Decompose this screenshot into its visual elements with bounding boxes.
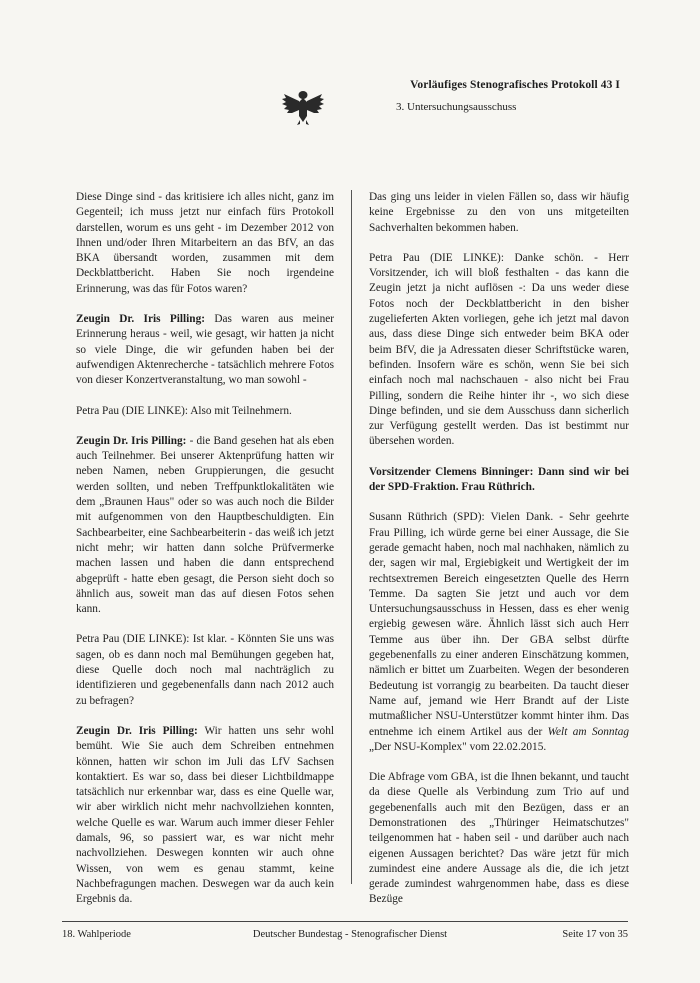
- speaker-name: Susann Rüthrich (SPD):: [369, 511, 485, 524]
- protocol-title: Vorläufiges Stenografisches Protokoll 43 I: [410, 79, 620, 91]
- column-divider: [351, 190, 352, 884]
- paragraph: Vorsitzender Clemens Binninger: Dann sind wir bei der SPD-Fraktion. Frau Rüthrich.: [369, 465, 629, 494]
- speaker-name: Zeugin Dr. Iris Pilling:: [76, 434, 187, 447]
- right-column: [369, 190, 629, 908]
- paragraph: Petra Pau (DIE LINKE): Ist klar. - Könnten Sie uns was sagen, ob es dann noch mal Bemühungen gegeben hat, diese Quelle doch noch mal nachträglich zu identifizieren und gegebenenfalls dann nach 2012 auch zu befragen?: [76, 633, 334, 707]
- speaker-name: Petra Pau (DIE LINKE):: [76, 633, 190, 646]
- speaker-name: Petra Pau (DIE LINKE):: [76, 404, 188, 417]
- speaker-name: Zeugin Dr. Iris Pilling:: [76, 724, 198, 737]
- paragraph: Die Abfrage vom GBA, ist die Ihnen bekannt, und taucht da diese Quelle als Verbindung zum Trio auf und gegebenenfalls auch mit den Bezügen, dass er an Demonstrationen des „Thüringer Heimatschutzes" teilgenommen hat - haben seil - und darüber auch nach eigenen Aussagen berichtet? Das wäre jetzt für mich zumindest eine andere Aussage als die, die ich jetzt gerade zumindest wahrgenommen habe, dass es diese Bezüge: [369, 771, 629, 906]
- paragraph: Zeugin Dr. Iris Pilling: Wir hatten uns sehr wohl bemüht. Wie Sie auch dem Schreiben entnehmen können, hatten wir schon im Juli das LfV Sachsen kontaktiert. Es war so, dass bei dieser Lichtbildmappe tatsächlich nur erkennbar war, dass es eine Quelle war, wir aber wirklich nicht mehr nachvollziehen konnten, welche Quelle es war. Warum auch immer dieser Fehler damals, 96, so passiert war, es war nicht mehr nachvollziehen. Deswegen konnten wir auch ohne Wissen, von wem es genau stammt, keine Nachbefragungen machen. Deswegen war da auch kein Ergebnis da.: [76, 724, 334, 906]
- speaker-name: Zeugin Dr. Iris Pilling:: [76, 313, 206, 326]
- footer-rule: [62, 921, 628, 922]
- paragraph: Zeugin Dr. Iris Pilling: Das waren aus meiner Erinnerung heraus - weil, wie gesagt, wir hatten ja nicht so viele Dinge, die wir gefunden haben bei der aufwendigen Aktenrecherche - tatsächlich mehrere Fotos von dieser Konzertveranstaltung, wo man sowohl -: [76, 313, 334, 387]
- legislative-period: 18. Wahlperiode: [62, 929, 131, 940]
- publisher: Deutscher Bundestag - Stenografischer Dienst: [252, 929, 448, 940]
- paragraph: Zeugin Dr. Iris Pilling: - die Band gesehen hat als eben auch Teilnehmer. Bei unserer Aktenprüfung hatten wir neben Namen, neben Gruppierungen, die gesucht werden sollten, und neben Treffpunktlokalitäten wie dem „Braunen Haus" oder so was auch noch die Bilder mit aufgenommen von den Hauptbeschuldigten. Ein Sachbearbeiter, eine Sachbearbeiterin - das weiß ich jetzt nicht mehr; wir hatten dann solche Prüfvermerke machen lassen und haben die dann entsprechend abgeprüft - hatte eben gesagt, die Person sieht doch so ähnlich aus, soweit man das auf diesen Fotos sehen kann.: [76, 434, 334, 616]
- paragraph: Petra Pau (DIE LINKE): Also mit Teilnehmern.: [76, 404, 292, 417]
- left-column: [76, 190, 334, 907]
- committee-name: 3. Untersuchungsausschuss: [396, 101, 517, 113]
- federal-eagle-icon: [280, 86, 326, 126]
- speaker-name: Petra Pau (DIE LINKE):: [369, 251, 504, 264]
- page-number: Seite 17 von 35: [562, 929, 628, 940]
- paragraph: Das ging uns leider in vielen Fällen so, dass wir häufig keine Ergebnisse zu den von uns mitgeteilten Sachverhalten bekommen haben.: [369, 191, 629, 234]
- newspaper-name: Welt am Sonntag: [547, 725, 630, 738]
- paragraph: Petra Pau (DIE LINKE): Danke schön. - Herr Vorsitzender, ich will bloß festhalten - das kann die Zeugin jetzt ja nicht auflösen -: Da uns weder diese Fotos noch der Deckblattbericht in den bisher zugelieferten Akten vorliegen, gehe ich jetzt mal davon aus, dass diese Dinge sich entweder beim BKA oder beim BfV, die ja Adressaten dieser Schriftstücke waren, befinden. Insofern wäre es schön, wenn Sie bei sich einfach noch mal nachschauen - also nicht bei Frau Pilling, sondern die Reihe hinter ihr -, wo sich diese Dinge befinden, und sie dem Ausschuss dann sicherlich zur Verfügung gestellt werden. Das ist bestimmt nur übersehen worden.: [369, 251, 630, 448]
- paragraph: Diese Dinge sind - das kritisiere ich alles nicht, ganz im Gegenteil; ich muss jetzt nur einfach fürs Protokoll darstellen, worum es uns geht - im Dezember 2012 von Ihnen und/oder Ihren Mitarbeitern an das BfV, an das BKA übersandt worden, zusammen mit dem Deckblattbericht. Haben Sie noch irgendeine Erinnerung, was das für Fotos waren?: [76, 191, 334, 295]
- paragraph: Susann Rüthrich (SPD): Vielen Dank. - Sehr geehrte Frau Pilling, ich würde gerne bei einer Aussage, die Sie gerade gemacht haben, noch mal nachhaken, nämlich zu der, sagen wir mal, Ergiebigkeit und Wertigkeit der im rechtsextremen Bereich eingesetzten Quelle des Herrn Temme. Da sagten Sie jetzt und auch vor dem Untersuchungsausschuss in Hessen, dass es eher wenig ergiebig gewesen wäre. Ähnlich lässt sich auch Herr Temme aus über ihn. Der GBA selbst dürfte gegebenenfalls zu einer anderen Einschätzung kommen, nämlich er bittet um Zuarbeiten. Wegen der besonderen Bedeutung ist vorrangig zu bearbeiten. Da taucht dieser Name auf, jemand wie Herr Brandt auf der Liste mutmaßlicher NSU-Unterstützer kommt hinter ihm. Das entnehme ich einem Artikel aus der Welt am Sonntag „Der NSU-Komplex" vom 22.02.2015.: [369, 511, 630, 753]
- speaker-name: Vorsitzender Clemens Binninger:: [369, 465, 534, 478]
